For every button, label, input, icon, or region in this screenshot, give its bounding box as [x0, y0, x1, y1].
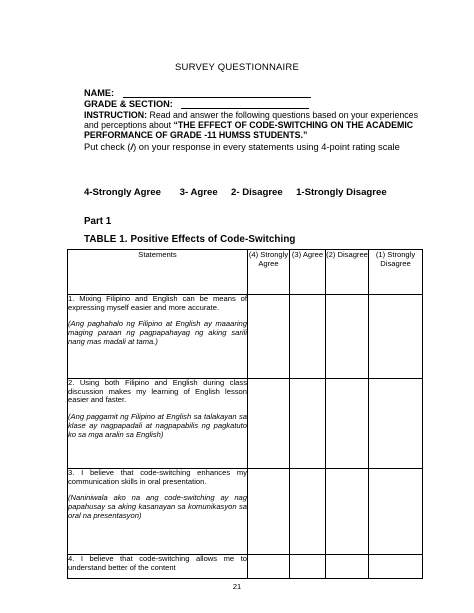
- instruction-rating-note: [84, 142, 444, 153]
- part-heading: Part 1: [84, 216, 112, 227]
- name-blank-line[interactable]: [123, 88, 311, 98]
- check-cell-agree[interactable]: [290, 469, 326, 555]
- check-cell-strongly-disagree[interactable]: [369, 295, 423, 379]
- header-statements: Statements: [68, 250, 248, 295]
- check-cell-disagree[interactable]: [326, 469, 369, 555]
- table-header-row: [68, 250, 423, 295]
- rating-scale: [84, 187, 424, 198]
- check-cell-strongly-agree[interactable]: [248, 469, 290, 555]
- instruction-label: INSTRUCTION:: [84, 110, 148, 120]
- table-title: TABLE 1. Positive Effects of Code-Switching: [84, 234, 296, 245]
- statement-english: 3. I believe that code-switching enhances my communication skills in oral presentation.: [68, 468, 247, 486]
- scale-item-4: 4-Strongly Agree: [84, 187, 161, 198]
- statement-filipino: (Naniniwala ako na ang code-switching ay nag papahusay sa aking kasanayan sa komunikasyon sa oral na presentasyon): [68, 493, 247, 520]
- check-cell-strongly-disagree[interactable]: [369, 469, 423, 555]
- check-cell-disagree[interactable]: [326, 379, 369, 469]
- grade-section-blank-line[interactable]: [181, 99, 309, 109]
- check-cell-strongly-agree[interactable]: [248, 555, 290, 579]
- check-cell-disagree[interactable]: [326, 555, 369, 579]
- survey-table: [67, 249, 423, 579]
- statement-english: 4. I believe that code-switching allows me to understand better of the content: [68, 554, 247, 572]
- name-label: NAME:: [84, 88, 115, 98]
- grade-section-field-row: [84, 99, 309, 109]
- table-row: [68, 555, 423, 579]
- table-row: [68, 295, 423, 379]
- statement-filipino: (Ang paghahalo ng Filipino at English ay maaaring maging paraan ng pagpapahayag ng aking sarili nang mas madali at tama.): [68, 319, 247, 346]
- check-cell-strongly-agree[interactable]: [248, 295, 290, 379]
- header-strongly-disagree: (1) Strongly Disagree: [369, 250, 423, 295]
- instruction-text: Read and answer the following questions based on your experiences and perceptions about: [84, 110, 418, 131]
- statement-cell: [68, 295, 248, 379]
- instruction-tail-a: Put check (: [84, 142, 131, 152]
- instruction-topic: “THE EFFECT OF CODE-SWITCHING ON THE ACADEMIC PERFORMANCE OF GRADE -11 HUMSS STUDENTS.”: [84, 120, 414, 141]
- check-cell-agree[interactable]: [290, 555, 326, 579]
- check-cell-strongly-disagree[interactable]: [369, 379, 423, 469]
- header-disagree: (2) Disagree: [326, 250, 369, 295]
- statement-filipino: (Ang paggamit ng Filipino at English sa talakayan sa klase ay nagpapadali at nagpapabilis ng pagkatuto ko sa mga aralin sa English): [68, 412, 247, 439]
- header-agree: (3) Agree: [290, 250, 326, 295]
- instruction-paragraph: [84, 110, 434, 141]
- header-strongly-agree: (4) Strongly Agree: [248, 250, 290, 295]
- grade-section-label: GRADE & SECTION:: [84, 99, 173, 109]
- check-cell-agree[interactable]: [290, 379, 326, 469]
- statement-english: 1. Mixing Filipino and English can be means of expressing myself easier and more accurate.: [68, 294, 247, 312]
- scale-item-1: 1-Strongly Disagree: [296, 187, 387, 198]
- scale-item-2: 2- Disagree: [231, 187, 283, 198]
- check-mark-symbol: /: [130, 142, 134, 152]
- statement-cell: [68, 555, 248, 579]
- check-cell-agree[interactable]: [290, 295, 326, 379]
- document-title: SURVEY QUESTIONNAIRE: [174, 62, 299, 73]
- statement-cell: [68, 469, 248, 555]
- table-row: [68, 469, 423, 555]
- statement-english: 2. Using both Filipino and English during class discussion makes my learning of English lesson easier and faster.: [68, 378, 247, 405]
- table-row: [68, 379, 423, 469]
- check-cell-strongly-disagree[interactable]: [369, 555, 423, 579]
- check-cell-disagree[interactable]: [326, 295, 369, 379]
- page-number: 21: [232, 582, 242, 591]
- statement-cell: [68, 379, 248, 469]
- check-cell-strongly-agree[interactable]: [248, 379, 290, 469]
- scale-item-3: 3- Agree: [179, 187, 218, 198]
- instruction-tail-b: ) on your response in every statements using 4-point rating scale: [133, 142, 400, 152]
- name-field-row: [84, 88, 311, 98]
